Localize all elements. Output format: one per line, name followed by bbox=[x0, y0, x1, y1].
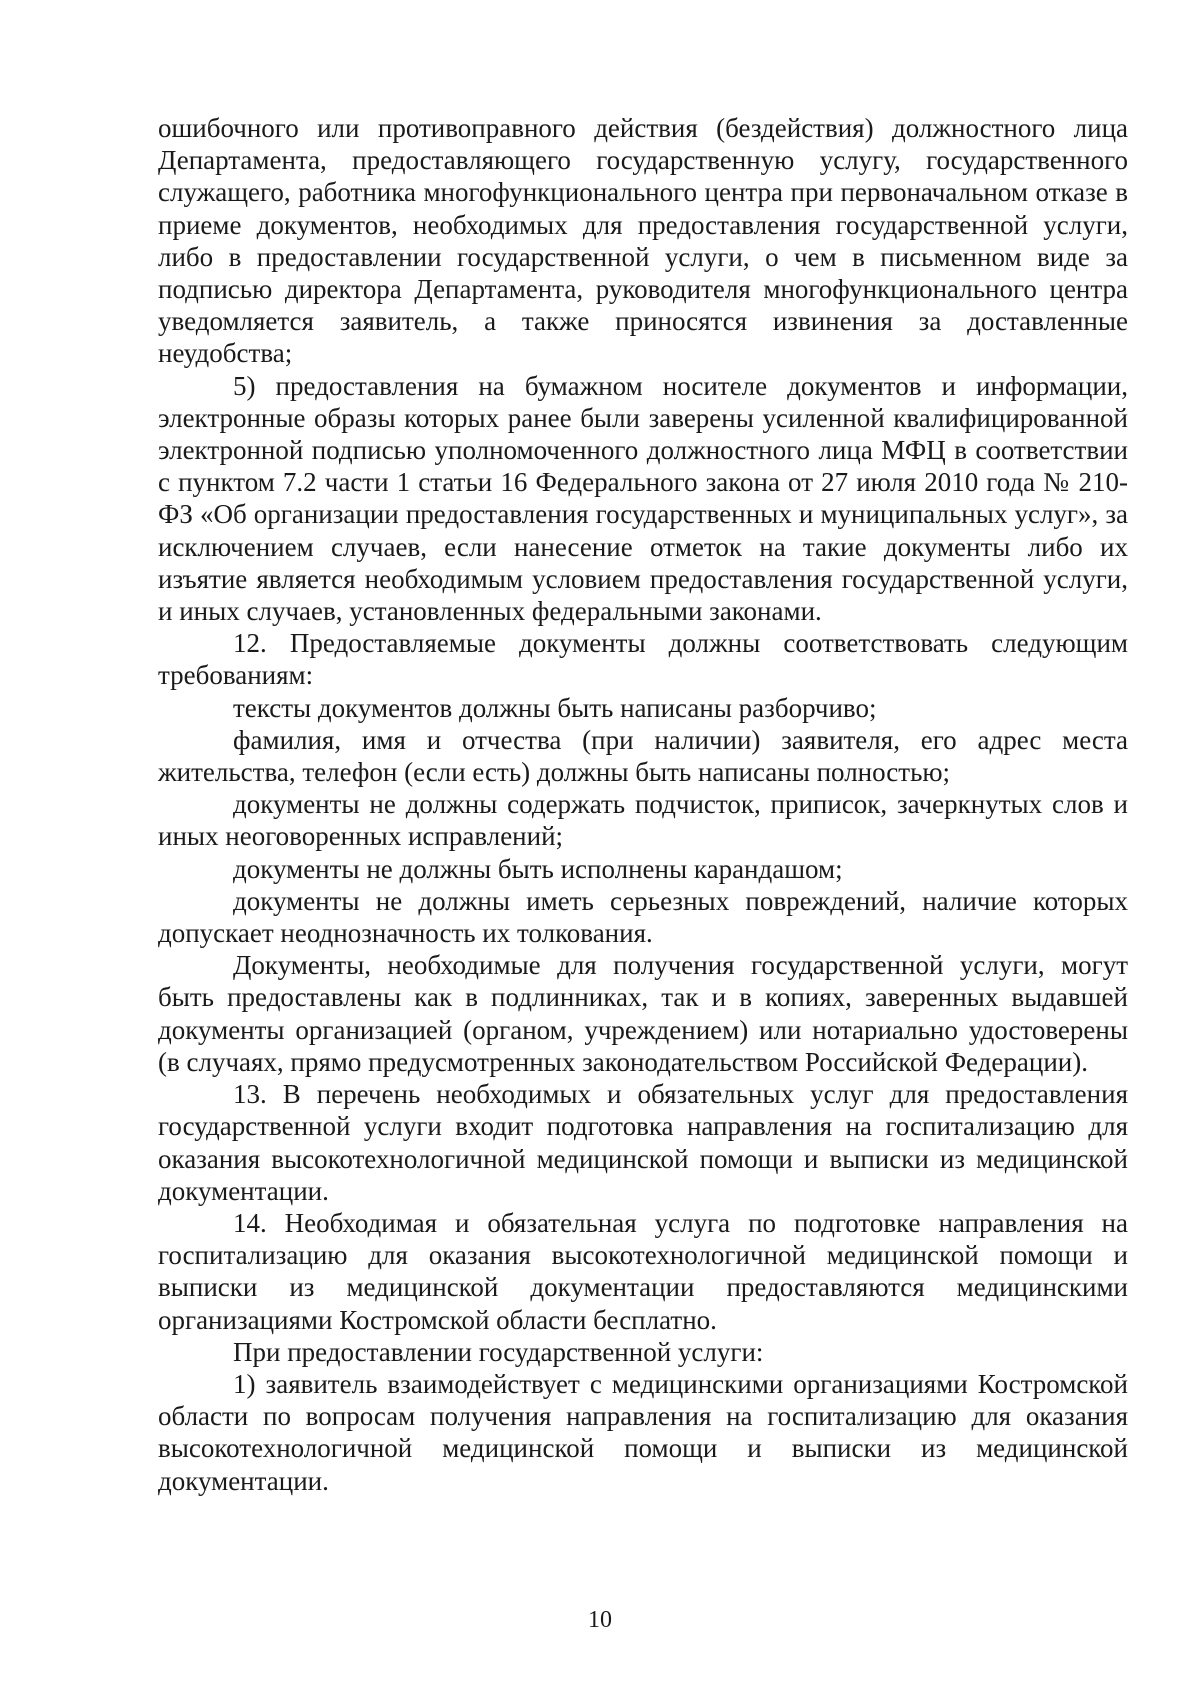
paragraph-requirement-4: документы не должны быть исполнены карандашом; bbox=[233, 853, 843, 884]
paragraph-requirement-2: фамилия, имя и отчества (при наличии) заявителя, его адрес места жительства, телефон (если есть) должны быть написаны полностью; bbox=[158, 724, 1128, 788]
paragraph-clause-14: 14. Необходимая и обязательная услуга по подготовке направления на госпитализацию для оказания высокотехнологичной медицинской помощи и выписки из медицинской документации предоставляются медицинскими организациями Костромской области бесплатно. bbox=[158, 1207, 1128, 1335]
document-body bbox=[158, 112, 1128, 1497]
paragraph-intro: При предоставлении государственной услуги: bbox=[233, 1336, 764, 1367]
paragraph-requirement-3: документы не должны содержать подчисток, приписок, зачеркнутых слов и иных неоговоренных исправлений; bbox=[158, 789, 1128, 852]
paragraph-continuation: ошибочного или противоправного действия (бездействия) должностного лица Департамента, предоставляющего государственную услугу, государственного служащего, работника многофункционального центра при первоначальном отказе в приеме документов, необходимых для предоставления государственной услуги, либо в предоставлении государственной услуги, о чем в письменном виде за подписью директора Департамента, руководителя многофункционального центра уведомляется заявитель, а также приносятся извинения за доставленные неудобства; bbox=[158, 113, 1128, 369]
page-number: 10 bbox=[588, 1607, 612, 1633]
paragraph-copies: Документы, необходимые для получения государственной услуги, могут быть предоставлены как в подлинниках, так и в копиях, заверенных выдавшей документы организацией (органом, учреждением) или нотариально удостоверены (в случаях, прямо предусмотренных законодательством Российской Федерации). bbox=[158, 950, 1128, 1077]
paragraph-requirement-1: тексты документов должны быть написаны разборчиво; bbox=[233, 692, 877, 723]
paragraph-requirement-5: документы не должны иметь серьезных повреждений, наличие которых допускает неоднозначность их толкования. bbox=[158, 885, 1128, 949]
paragraph-item-5: 5) предоставления на бумажном носителе документов и информации, электронные образы которых ранее были заверены усиленной квалифицированной электронной подписью уполномоченного должностного лица МФЦ в соответствии с пунктом 7.2 части 1 статьи 16 Федерального закона от 27 июля 2010 года № 210-ФЗ «Об организации предоставления государственных и муниципальных услуг», за исключением случаев, если нанесение отметок на такие документы либо их изъятие является необходимым условием предоставления государственной услуги, и иных случаев, установленных федеральными законами. bbox=[158, 370, 1128, 627]
paragraph-item-1: 1) заявитель взаимодействует с медицинскими организациями Костромской области по вопросам получения направления на госпитализацию для оказания высокотехнологичной медицинской помощи и выписки из медицинской документации. bbox=[158, 1368, 1128, 1496]
paragraph-clause-13: 13. В перечень необходимых и обязательных услуг для предоставления государственной услуги входит подготовка направления на госпитализацию для оказания высокотехнологичной медицинской помощи и выписки из медицинской документации. bbox=[158, 1079, 1128, 1206]
paragraph-clause-12: 12. Предоставляемые документы должны соответствовать следующим требованиям: bbox=[158, 628, 1128, 691]
